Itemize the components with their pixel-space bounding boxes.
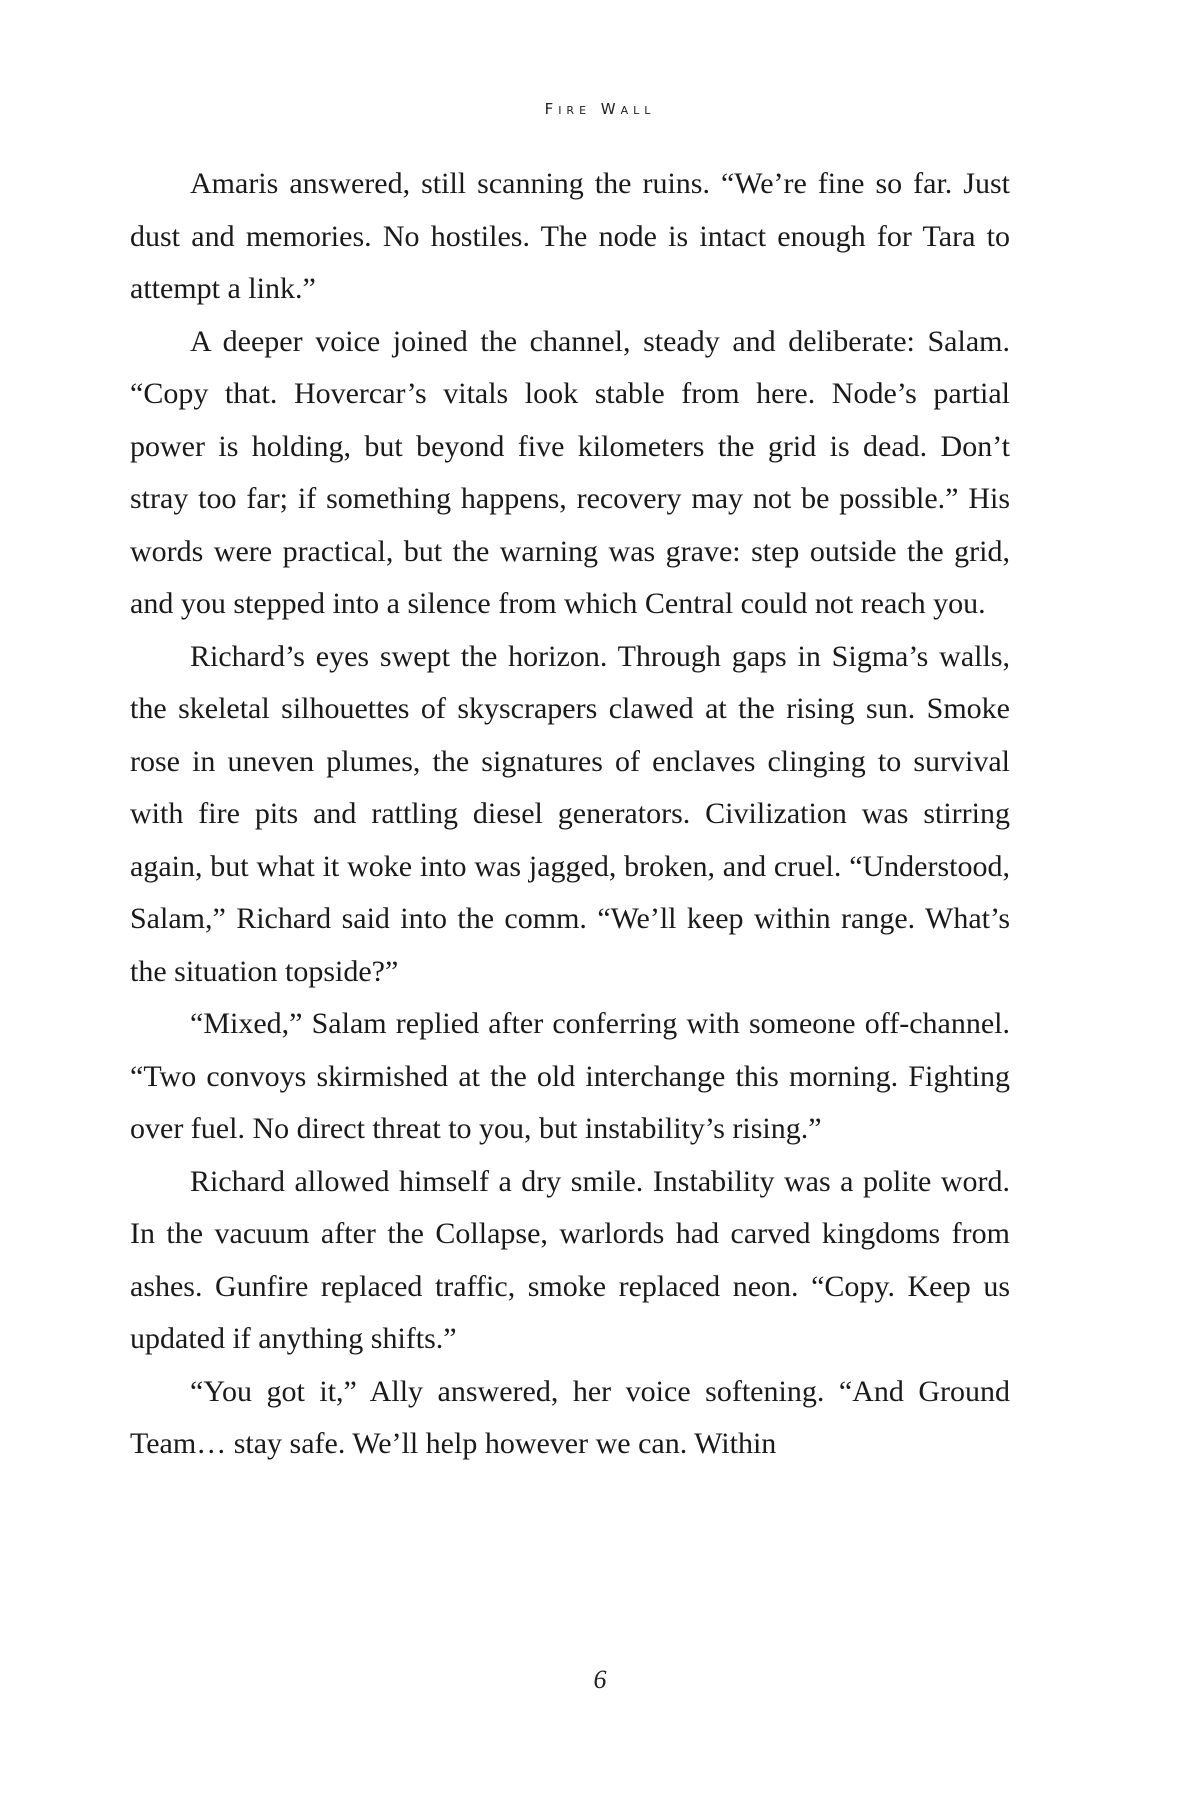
running-head: Fire Wall: [544, 100, 656, 118]
paragraph: “You got it,” Ally answered, her voice softening. “And Ground Team… stay safe. We’ll help however we can. Within: [130, 1374, 1010, 1460]
paragraph: Richard’s eyes swept the horizon. Through gaps in Sigma’s walls, the skeletal silhouettes of skyscrapers clawed at the rising sun. Smoke rose in uneven plumes, the signatures of enclaves clinging to survival with fire pits and rattling diesel generators. Civilization was stirring again, but what it woke into was jagged, broken, and cruel. “Understood, Salam,” Richard said into the comm. “We’ll keep within range. What’s the situation topside?”: [130, 639, 1010, 988]
paragraph: “Mixed,” Salam replied after conferring with someone off-channel. “Two convoys skirmished at the old interchange this morning. Fighting over fuel. No direct threat to you, but instability’s rising.”: [130, 1007, 1010, 1145]
paragraph: A deeper voice joined the channel, steady and deliberate: Salam. “Copy that. Hovercar’s vitals look stable from here. Node’s partial power is holding, but beyond five kilometers the grid is dead. Don’t stray too far; if something happens, recovery may not be possible.” His words were practical, but the warning was grave: step outside the grid, and you stepped into a silence from which Central could not reach you.: [130, 324, 1010, 620]
page-number: 6: [593, 1665, 607, 1694]
body-text: [130, 158, 1010, 1471]
paragraph: Richard allowed himself a dry smile. Instability was a polite word. In the vacuum after the Collapse, warlords had carved kingdoms from ashes. Gunfire replaced traffic, smoke replaced neon. “Copy. Keep us updated if anything shifts.”: [130, 1164, 1010, 1355]
paragraph: Amaris answered, still scanning the ruins. “We’re fine so far. Just dust and memories. No hostiles. The node is intact enough for Tara to attempt a link.”: [130, 167, 1010, 305]
